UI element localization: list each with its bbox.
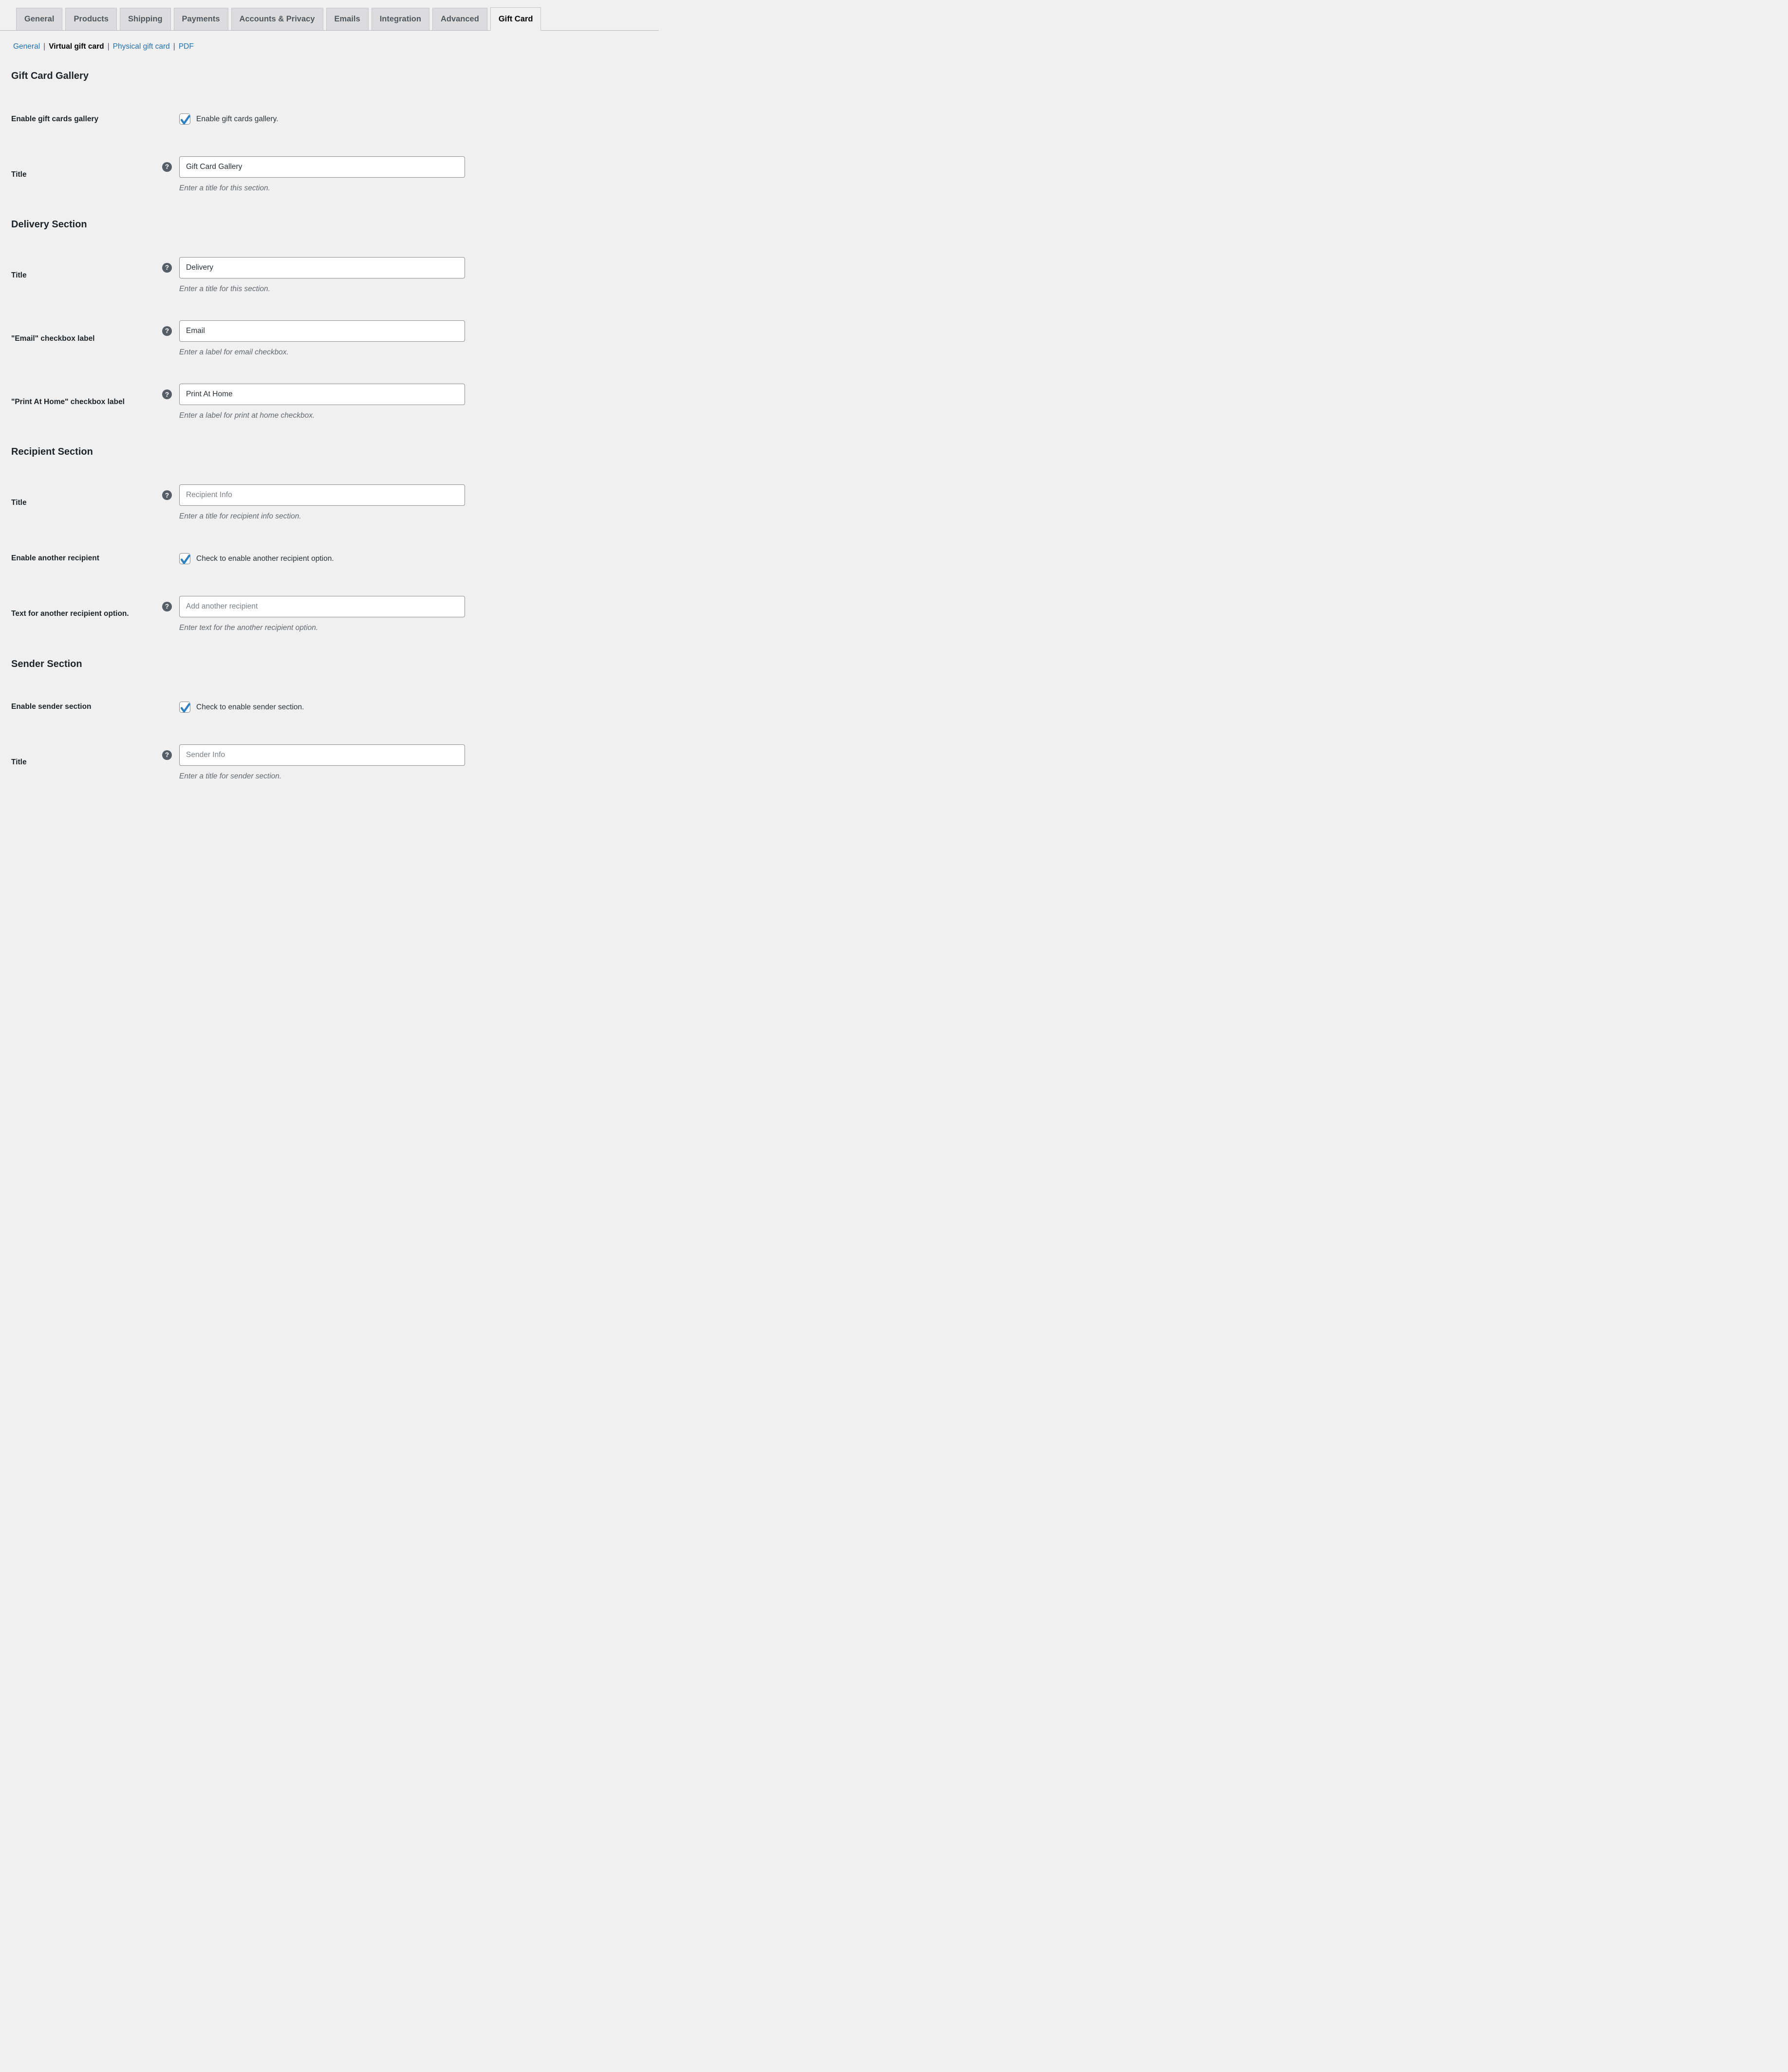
field-control-cell: [162, 744, 659, 781]
help-icon[interactable]: ?: [162, 490, 172, 500]
tab-general[interactable]: General: [16, 8, 62, 30]
field-label-text: Text for another recipient option.: [11, 610, 129, 618]
title-input[interactable]: [179, 257, 465, 278]
print-at-home-checkbox-label-input[interactable]: [179, 384, 465, 405]
title-input[interactable]: [179, 484, 465, 506]
tab-emails[interactable]: Emails: [326, 8, 369, 30]
field-control-cell: [162, 109, 659, 130]
field-control-line: [162, 548, 659, 570]
field-control-cell: [162, 384, 659, 421]
section-heading-recipient-section: Recipient Section: [11, 446, 93, 458]
help-icon[interactable]: ?: [162, 263, 172, 273]
empty-icon-slot: [162, 114, 172, 124]
help-icon-slot: [162, 602, 172, 611]
text-for-another-recipient-option-input[interactable]: [179, 596, 465, 617]
settings-form: [0, 70, 659, 781]
field-row-title: [11, 156, 659, 193]
tab-payments[interactable]: Payments: [174, 8, 228, 30]
woocommerce-settings-page: [0, 0, 659, 780]
tab-advanced[interactable]: Advanced: [432, 8, 487, 30]
field-row-text-for-another-recipient-option: [11, 596, 659, 633]
field-control-cell: [162, 257, 659, 294]
field-label-text: Title: [11, 271, 27, 279]
enable-sender-section-checkbox[interactable]: [179, 702, 190, 713]
email-checkbox-label-input[interactable]: [179, 320, 465, 342]
field-label: [11, 596, 162, 633]
subnav-link-physical-gift-card[interactable]: Physical gift card: [112, 42, 170, 51]
checkbox-label[interactable]: Enable gift cards gallery.: [196, 115, 279, 124]
field-row-title: [11, 744, 659, 781]
help-icon[interactable]: ?: [162, 326, 172, 336]
tab-products[interactable]: Products: [65, 8, 117, 30]
tab-integration[interactable]: Integration: [372, 8, 429, 30]
field-control-line: [162, 484, 659, 506]
field-control-cell: [162, 697, 659, 718]
title-input[interactable]: [179, 744, 465, 766]
field-description: Enter a label for email checkbox.: [179, 348, 289, 357]
field-control-cell: [162, 484, 659, 521]
enable-another-recipient-checkbox[interactable]: [179, 553, 190, 564]
field-label-text: Title: [11, 499, 27, 507]
field-control-cell: [162, 548, 659, 570]
help-icon[interactable]: ?: [162, 602, 172, 611]
field-control-line: [162, 257, 659, 278]
check-icon: [179, 702, 191, 714]
field-label: [11, 257, 162, 294]
field-description: Enter a title for recipient info section.: [179, 512, 301, 521]
help-icon-slot: [162, 326, 172, 336]
field-label-text: Enable sender section: [11, 703, 92, 711]
subnav-link-virtual-gift-card[interactable]: Virtual gift card: [49, 42, 104, 51]
field-label: [11, 548, 162, 570]
tab-accounts-and-privacy[interactable]: Accounts & Privacy: [231, 8, 323, 30]
field-label-text: Title: [11, 758, 27, 767]
field-row-title: [11, 484, 659, 521]
field-label: [11, 484, 162, 521]
field-label: [11, 156, 162, 193]
check-icon: [179, 113, 191, 126]
field-control-line: [162, 744, 659, 766]
subnav-link-general[interactable]: General: [13, 42, 40, 51]
title-input[interactable]: [179, 156, 465, 178]
settings-subnav: [13, 41, 659, 52]
help-icon[interactable]: ?: [162, 162, 172, 172]
help-icon-slot: [162, 490, 172, 500]
field-row-enable-gift-cards-gallery: [11, 109, 659, 130]
help-icon[interactable]: ?: [162, 750, 172, 760]
section-heading-sender-section: Sender Section: [11, 658, 82, 669]
field-row-title: [11, 257, 659, 294]
field-row-email-checkbox-label: [11, 320, 659, 357]
field-label-text: Title: [11, 170, 27, 179]
field-row-enable-another-recipient: [11, 548, 659, 570]
field-description: Enter a title for this section.: [179, 184, 270, 192]
field-label: [11, 744, 162, 781]
enable-gift-cards-gallery-checkbox[interactable]: [179, 113, 190, 125]
field-label: [11, 109, 162, 130]
field-row-enable-sender-section: [11, 697, 659, 718]
subnav-separator: |: [43, 42, 46, 51]
field-label-text: Enable gift cards gallery: [11, 114, 99, 123]
field-control-line: [162, 156, 659, 178]
help-icon-slot: [162, 162, 172, 172]
field-description: Enter a title for sender section.: [179, 772, 282, 780]
settings-tab-bar: [0, 0, 659, 31]
field-control-line: [162, 384, 659, 405]
tab-shipping[interactable]: Shipping: [120, 8, 171, 30]
field-control-cell: [162, 156, 659, 193]
check-icon: [179, 553, 191, 566]
checkbox-label[interactable]: Check to enable another recipient option.: [196, 554, 334, 563]
field-label: [11, 384, 162, 421]
help-icon-slot: [162, 750, 172, 760]
field-control-cell: [162, 320, 659, 357]
help-icon[interactable]: ?: [162, 389, 172, 399]
field-control-line: [162, 596, 659, 617]
field-control-line: [162, 320, 659, 342]
help-icon-slot: [162, 389, 172, 399]
field-description: Enter a label for print at home checkbox.: [179, 411, 315, 420]
section-heading-delivery-section: Delivery Section: [11, 219, 87, 230]
subnav-link-pdf[interactable]: PDF: [178, 42, 194, 51]
field-control-line: [162, 697, 659, 718]
subnav-separator: |: [107, 42, 110, 51]
tab-gift-card[interactable]: Gift Card: [490, 7, 541, 31]
field-label-text: "Print At Home" checkbox label: [11, 398, 125, 407]
field-control-line: [162, 109, 659, 130]
empty-icon-slot: [162, 703, 172, 712]
field-control-cell: [162, 596, 659, 633]
subnav-separator: |: [173, 42, 175, 51]
section-heading-gift-card-gallery: Gift Card Gallery: [11, 70, 89, 81]
field-label: [11, 320, 162, 357]
field-description: Enter text for the another recipient option.: [179, 623, 318, 632]
field-row-print-at-home-checkbox-label: [11, 384, 659, 421]
field-label: [11, 697, 162, 718]
empty-icon-slot: [162, 554, 172, 564]
checkbox-label[interactable]: Check to enable sender section.: [196, 703, 304, 711]
field-label-text: Enable another recipient: [11, 554, 99, 563]
field-label-text: "Email" checkbox label: [11, 334, 95, 343]
field-description: Enter a title for this section.: [179, 285, 270, 294]
help-icon-slot: [162, 263, 172, 273]
